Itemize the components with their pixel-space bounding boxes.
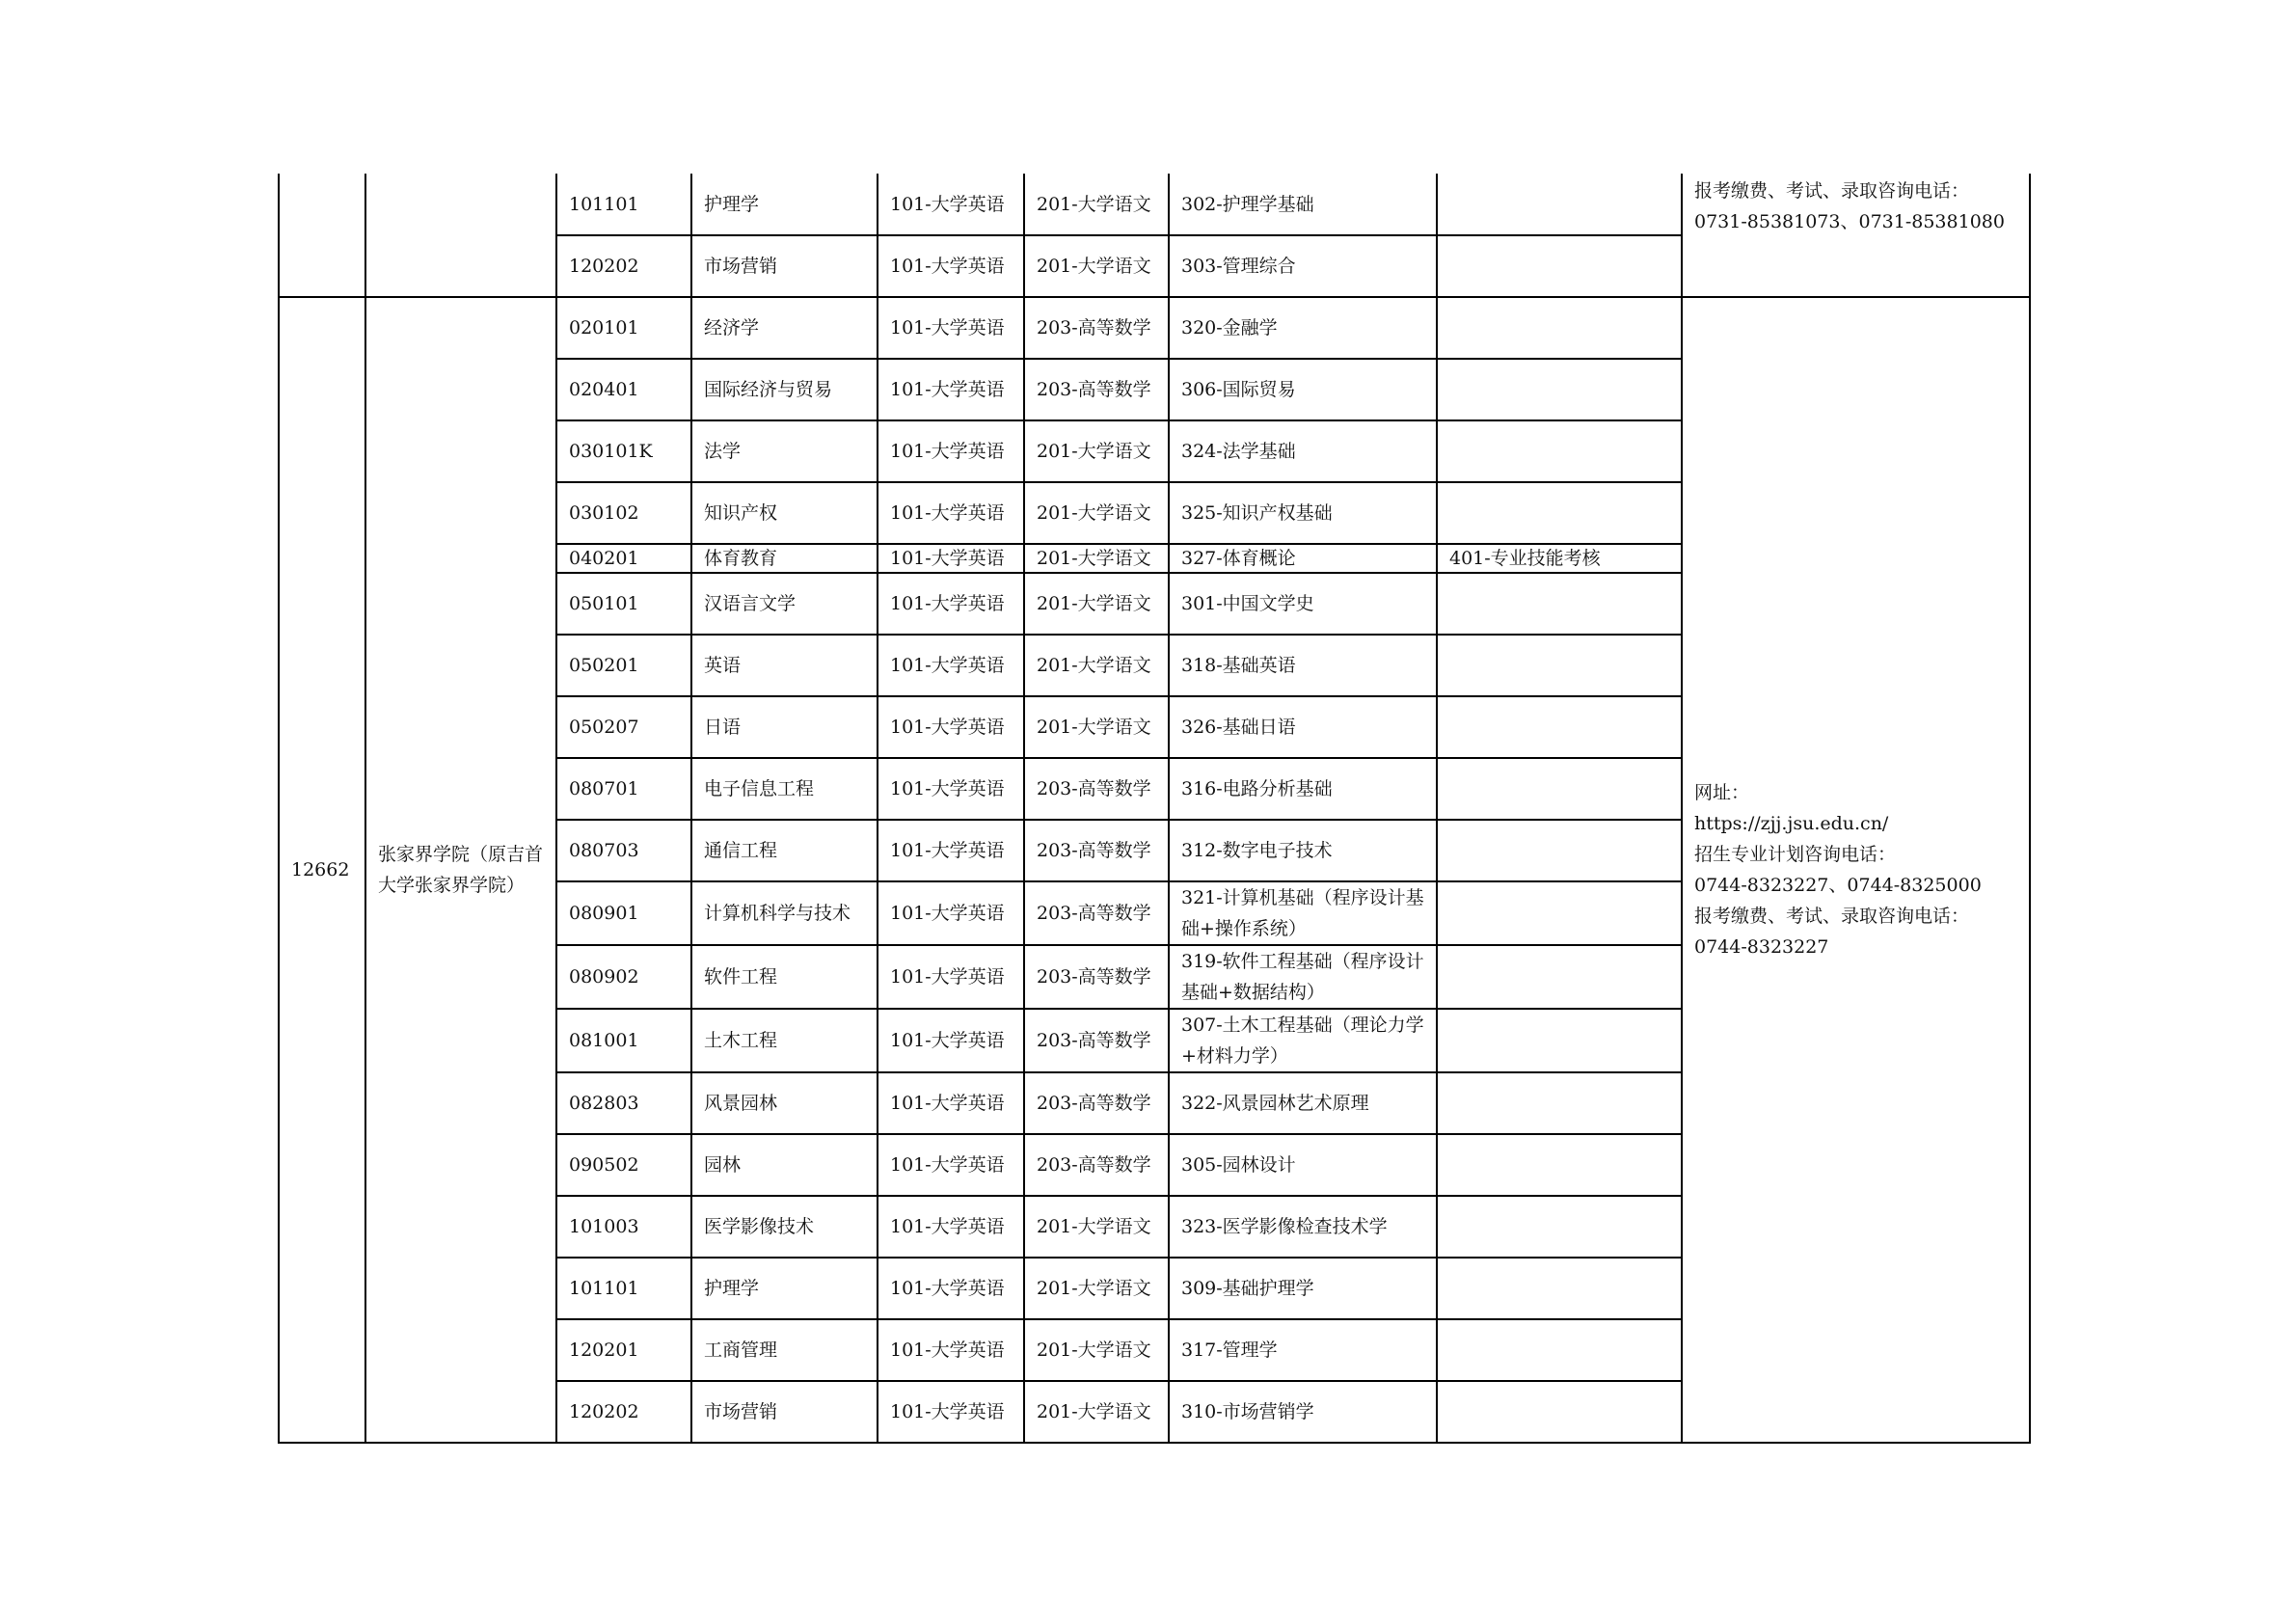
major-name-cell: 体育教育: [691, 544, 878, 573]
exam-subject-1-cell: 101-大学英语: [878, 1381, 1024, 1443]
exam-subject-3-cell: 303-管理综合: [1169, 235, 1437, 297]
exam-subject-2-cell: 201-大学语文: [1024, 696, 1169, 758]
exam-subject-2-cell: 201-大学语文: [1024, 1319, 1169, 1381]
major-code-cell: 040201: [556, 544, 691, 573]
extra-exam-cell: [1437, 420, 1682, 482]
major-name-cell: 工商管理: [691, 1319, 878, 1381]
exam-subject-2-cell: 203-高等数学: [1024, 1072, 1169, 1134]
major-name-cell: 法学: [691, 420, 878, 482]
major-name-cell: 日语: [691, 696, 878, 758]
exam-subject-3-cell: 320-金融学: [1169, 297, 1437, 359]
major-code-cell: 020101: [556, 297, 691, 359]
exam-subject-2-cell: 203-高等数学: [1024, 297, 1169, 359]
exam-subject-2-cell: 201-大学语文: [1024, 544, 1169, 573]
contact-line: 0731-85381073、0731-85381080: [1694, 211, 2005, 232]
contact-line: https://zjj.jsu.edu.cn/: [1694, 813, 1889, 834]
major-code-cell: 080901: [556, 881, 691, 945]
major-name-cell: 土木工程: [691, 1009, 878, 1072]
exam-subject-1-cell: 101-大学英语: [878, 1134, 1024, 1196]
extra-exam-cell: [1437, 573, 1682, 635]
table-body: [279, 174, 2030, 1443]
major-name-cell: 英语: [691, 635, 878, 696]
extra-exam-cell: [1437, 1258, 1682, 1319]
institution-name-cell: [365, 174, 556, 297]
exam-subject-1-cell: 101-大学英语: [878, 758, 1024, 820]
admission-table-sheet: [278, 174, 2029, 1458]
exam-subject-1-cell: 101-大学英语: [878, 1072, 1024, 1134]
exam-subject-2-cell: 203-高等数学: [1024, 945, 1169, 1009]
major-code-cell: 082803: [556, 1072, 691, 1134]
major-name-cell: 知识产权: [691, 482, 878, 544]
exam-subject-2-cell: 201-大学语文: [1024, 235, 1169, 297]
major-code-cell: 050207: [556, 696, 691, 758]
major-code-cell: 090502: [556, 1134, 691, 1196]
extra-exam-cell: [1437, 758, 1682, 820]
exam-subject-1-cell: 101-大学英语: [878, 420, 1024, 482]
exam-subject-2-cell: 201-大学语文: [1024, 635, 1169, 696]
contact-info-cell: [1682, 174, 2030, 297]
major-name-cell: 园林: [691, 1134, 878, 1196]
extra-exam-cell: [1437, 359, 1682, 420]
exam-subject-3-cell: 301-中国文学史: [1169, 573, 1437, 635]
exam-subject-3-cell: 326-基础日语: [1169, 696, 1437, 758]
major-name-cell: 软件工程: [691, 945, 878, 1009]
exam-subject-1-cell: 101-大学英语: [878, 945, 1024, 1009]
major-name-cell: 市场营销: [691, 235, 878, 297]
exam-subject-3-cell: 321-计算机基础（程序设计基础+操作系统）: [1169, 881, 1437, 945]
major-code-cell: 030102: [556, 482, 691, 544]
major-name-cell: 国际经济与贸易: [691, 359, 878, 420]
exam-subject-1-cell: 101-大学英语: [878, 1258, 1024, 1319]
contact-line: 0744-8323227、0744-8325000: [1694, 875, 1982, 896]
exam-subject-1-cell: 101-大学英语: [878, 881, 1024, 945]
exam-subject-2-cell: 201-大学语文: [1024, 174, 1169, 235]
major-code-cell: 080703: [556, 820, 691, 881]
exam-subject-1-cell: 101-大学英语: [878, 297, 1024, 359]
major-code-cell: 050101: [556, 573, 691, 635]
exam-subject-3-cell: 317-管理学: [1169, 1319, 1437, 1381]
major-code-cell: 080701: [556, 758, 691, 820]
exam-subject-1-cell: 101-大学英语: [878, 235, 1024, 297]
exam-subject-3-cell: 318-基础英语: [1169, 635, 1437, 696]
major-code-cell: 120202: [556, 1381, 691, 1443]
exam-subject-2-cell: 203-高等数学: [1024, 820, 1169, 881]
exam-subject-1-cell: 101-大学英语: [878, 635, 1024, 696]
institution-code-cell: 12662: [279, 297, 365, 1443]
extra-exam-cell: [1437, 1009, 1682, 1072]
extra-exam-cell: [1437, 945, 1682, 1009]
extra-exam-cell: [1437, 1319, 1682, 1381]
contact-line: 网址：: [1694, 782, 1750, 803]
exam-subject-2-cell: 201-大学语文: [1024, 1196, 1169, 1258]
exam-subject-1-cell: 101-大学英语: [878, 820, 1024, 881]
major-code-cell: 120202: [556, 235, 691, 297]
institution-name-cell: [365, 297, 556, 1443]
exam-subject-1-cell: 101-大学英语: [878, 359, 1024, 420]
exam-subject-2-cell: 203-高等数学: [1024, 1009, 1169, 1072]
major-row: [279, 174, 2030, 235]
extra-exam-cell: [1437, 174, 1682, 235]
major-code-cell: 020401: [556, 359, 691, 420]
contact-line: 招生专业计划咨询电话：: [1694, 844, 1897, 865]
major-name-cell: 汉语言文学: [691, 573, 878, 635]
extra-exam-cell: [1437, 235, 1682, 297]
institution-code-cell: [279, 174, 365, 297]
extra-exam-cell: [1437, 1196, 1682, 1258]
major-name-cell: 电子信息工程: [691, 758, 878, 820]
contact-line: 报考缴费、考试、录取咨询电话：: [1694, 180, 1970, 202]
extra-exam-cell: [1437, 1072, 1682, 1134]
exam-subject-3-cell: 325-知识产权基础: [1169, 482, 1437, 544]
extra-exam-cell: [1437, 635, 1682, 696]
exam-subject-2-cell: 201-大学语文: [1024, 573, 1169, 635]
exam-subject-2-cell: 201-大学语文: [1024, 1381, 1169, 1443]
major-name-cell: 风景园林: [691, 1072, 878, 1134]
exam-subject-2-cell: 201-大学语文: [1024, 1258, 1169, 1319]
major-name-cell: 医学影像技术: [691, 1196, 878, 1258]
exam-subject-3-cell: 322-风景园林艺术原理: [1169, 1072, 1437, 1134]
major-code-cell: 101101: [556, 174, 691, 235]
contact-info-cell: [1682, 297, 2030, 1443]
exam-subject-1-cell: 101-大学英语: [878, 1319, 1024, 1381]
major-code-cell: 101003: [556, 1196, 691, 1258]
exam-subject-1-cell: 101-大学英语: [878, 544, 1024, 573]
exam-subject-3-cell: 309-基础护理学: [1169, 1258, 1437, 1319]
exam-subject-1-cell: 101-大学英语: [878, 1009, 1024, 1072]
exam-subject-2-cell: 203-高等数学: [1024, 359, 1169, 420]
exam-subject-2-cell: 203-高等数学: [1024, 758, 1169, 820]
contact-line: 报考缴费、考试、录取咨询电话：: [1694, 906, 1970, 927]
major-name-cell: 通信工程: [691, 820, 878, 881]
extra-exam-cell: [1437, 696, 1682, 758]
exam-subject-3-cell: 319-软件工程基础（程序设计基础+数据结构）: [1169, 945, 1437, 1009]
exam-subject-3-cell: 310-市场营销学: [1169, 1381, 1437, 1443]
major-name-cell: 护理学: [691, 174, 878, 235]
exam-subject-1-cell: 101-大学英语: [878, 573, 1024, 635]
extra-exam-cell: [1437, 297, 1682, 359]
major-name-cell: 市场营销: [691, 1381, 878, 1443]
major-name-cell: 经济学: [691, 297, 878, 359]
exam-subject-1-cell: 101-大学英语: [878, 482, 1024, 544]
exam-subject-3-cell: 306-国际贸易: [1169, 359, 1437, 420]
institution-name-line: 大学张家界学院）: [378, 875, 526, 896]
exam-subject-3-cell: 305-园林设计: [1169, 1134, 1437, 1196]
exam-subject-3-cell: 323-医学影像检查技术学: [1169, 1196, 1437, 1258]
exam-subject-3-cell: 307-土木工程基础（理论力学+材料力学）: [1169, 1009, 1437, 1072]
major-name-cell: 护理学: [691, 1258, 878, 1319]
exam-subject-3-cell: 324-法学基础: [1169, 420, 1437, 482]
exam-subject-3-cell: 312-数字电子技术: [1169, 820, 1437, 881]
exam-subject-3-cell: 327-体育概论: [1169, 544, 1437, 573]
extra-exam-cell: [1437, 820, 1682, 881]
major-row: [279, 297, 2030, 359]
extra-exam-cell: [1437, 1381, 1682, 1443]
exam-subject-2-cell: 201-大学语文: [1024, 482, 1169, 544]
extra-exam-cell: 401-专业技能考核: [1437, 544, 1682, 573]
major-name-cell: 计算机科学与技术: [691, 881, 878, 945]
major-code-cell: 080902: [556, 945, 691, 1009]
exam-subject-2-cell: 203-高等数学: [1024, 881, 1169, 945]
extra-exam-cell: [1437, 1134, 1682, 1196]
exam-subject-1-cell: 101-大学英语: [878, 696, 1024, 758]
major-code-cell: 081001: [556, 1009, 691, 1072]
exam-subject-1-cell: 101-大学英语: [878, 1196, 1024, 1258]
major-code-cell: 030101K: [556, 420, 691, 482]
majors-table: [278, 174, 2031, 1444]
major-code-cell: 101101: [556, 1258, 691, 1319]
exam-subject-3-cell: 302-护理学基础: [1169, 174, 1437, 235]
extra-exam-cell: [1437, 482, 1682, 544]
major-code-cell: 050201: [556, 635, 691, 696]
exam-subject-1-cell: 101-大学英语: [878, 174, 1024, 235]
institution-name-line: 张家界学院（原吉首: [378, 844, 544, 865]
extra-exam-cell: [1437, 881, 1682, 945]
exam-subject-2-cell: 201-大学语文: [1024, 420, 1169, 482]
major-code-cell: 120201: [556, 1319, 691, 1381]
exam-subject-3-cell: 316-电路分析基础: [1169, 758, 1437, 820]
contact-line: 0744-8323227: [1694, 936, 1829, 958]
exam-subject-2-cell: 203-高等数学: [1024, 1134, 1169, 1196]
